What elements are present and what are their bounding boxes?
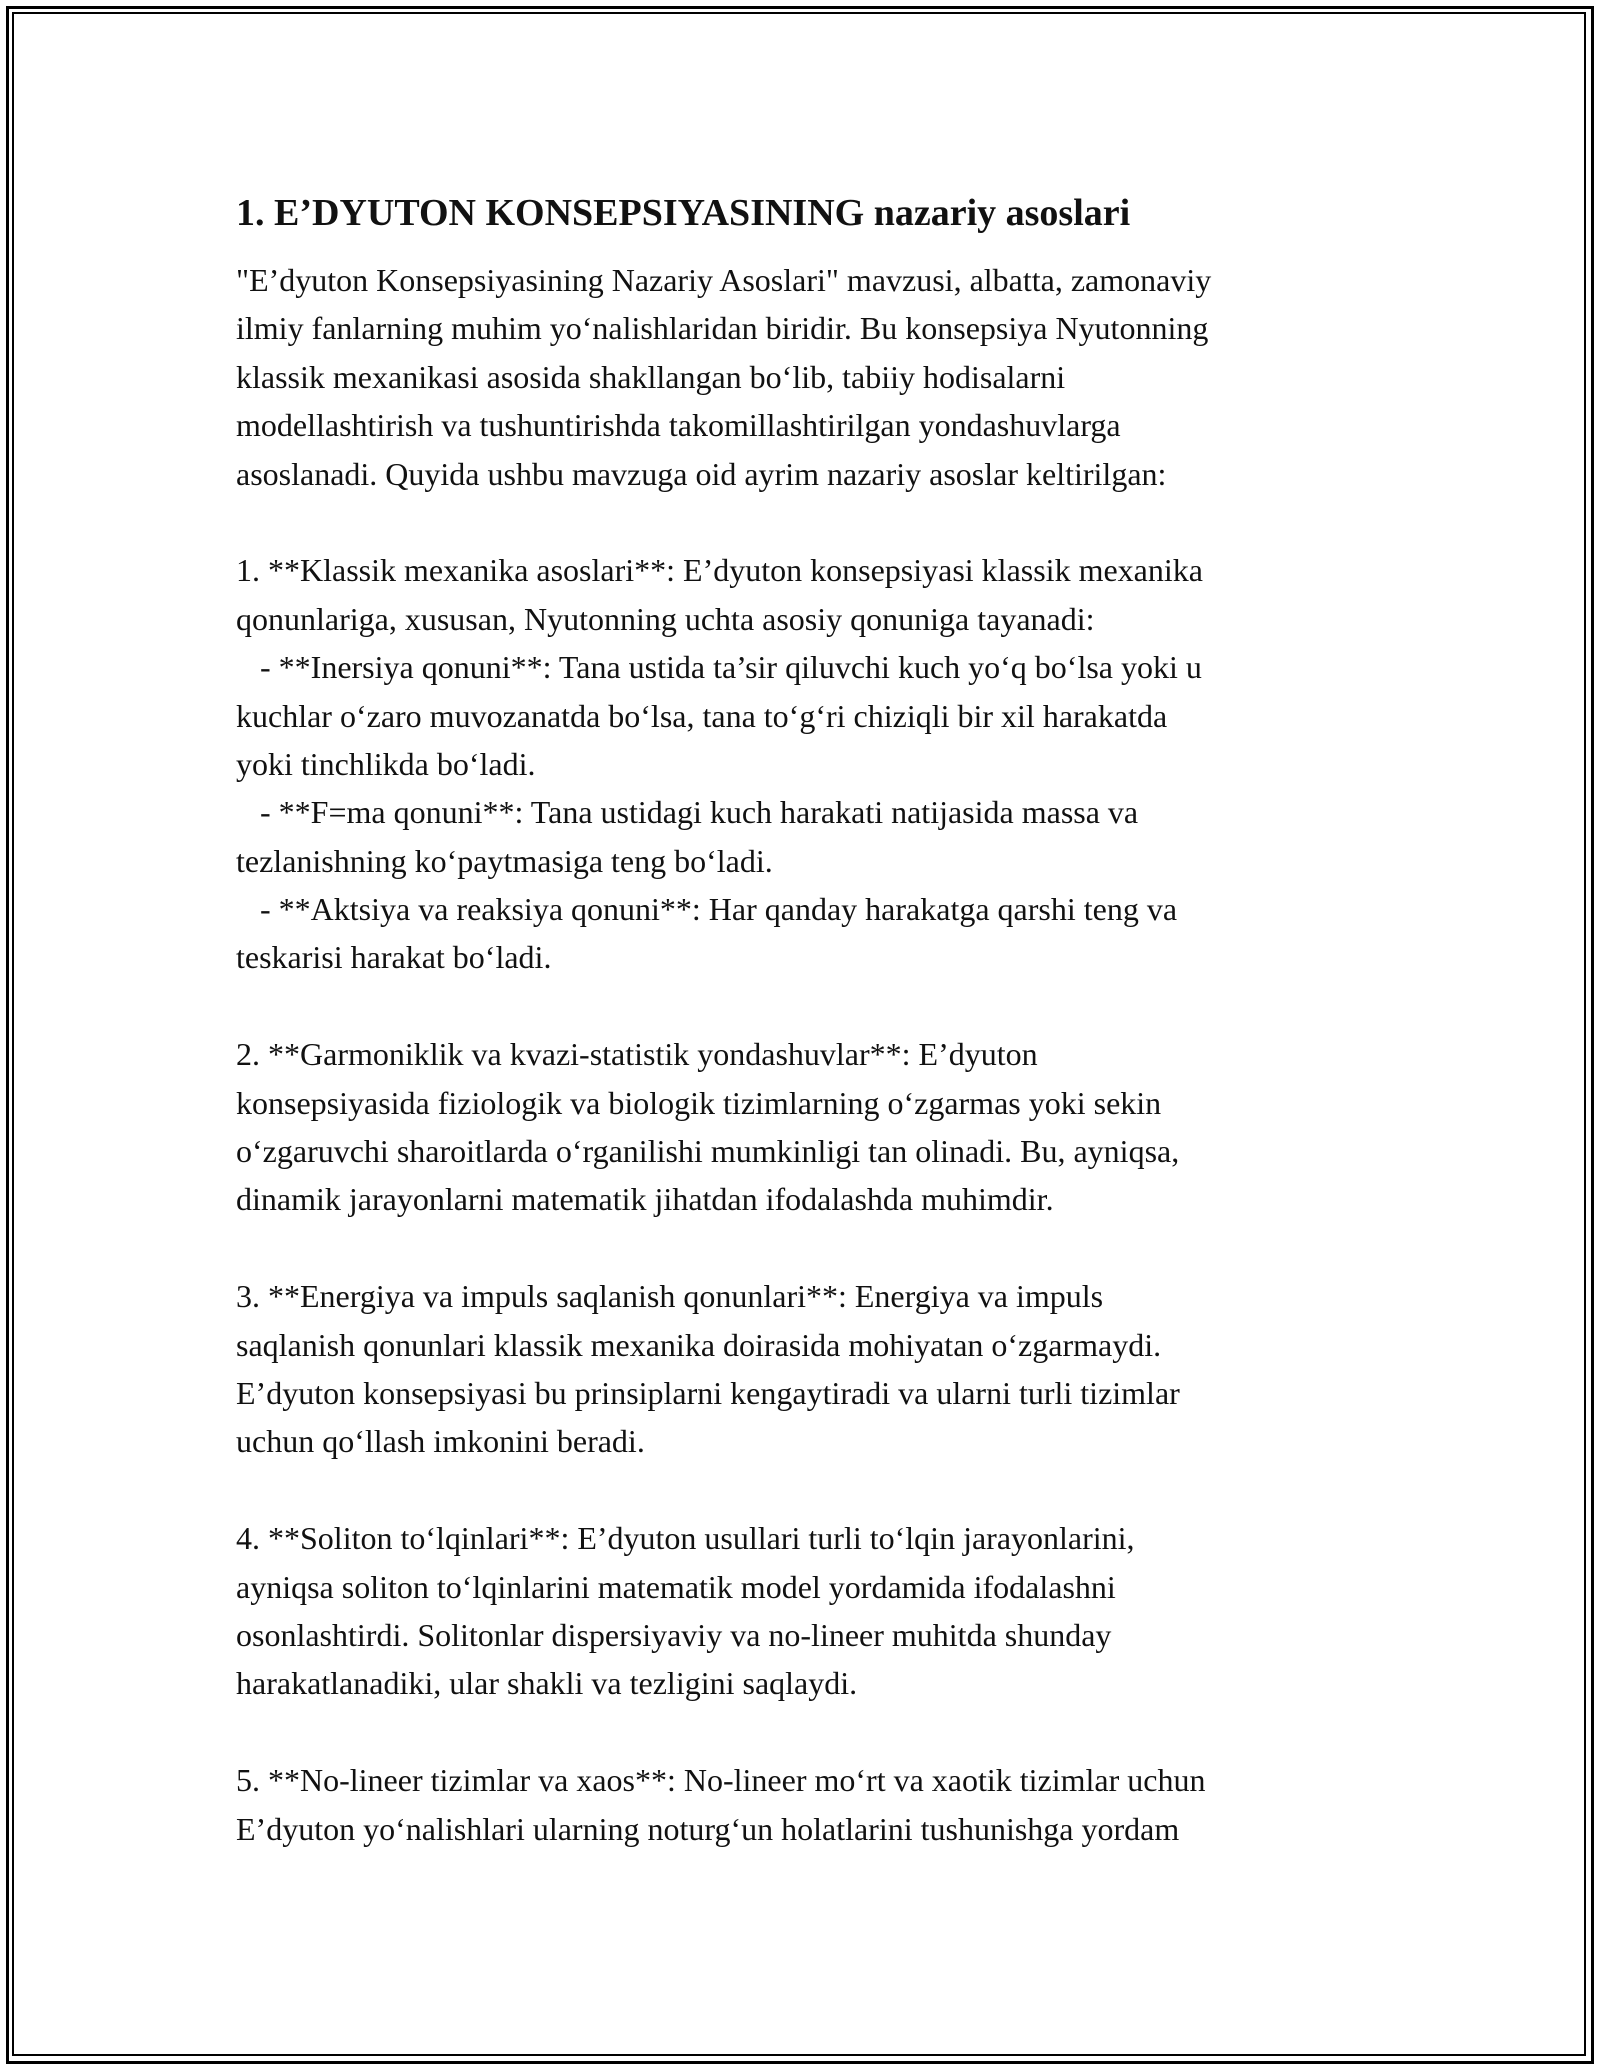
blank-line bbox=[236, 982, 1376, 1030]
blank-line bbox=[236, 1466, 1376, 1514]
text-line: ayniqsa soliton to‘lqinlarini matematik model yordamida ifodalashni bbox=[236, 1568, 1116, 1605]
document-page bbox=[236, 184, 1376, 1853]
blank-line bbox=[236, 1708, 1376, 1756]
document-body bbox=[236, 256, 1376, 1853]
blank-line bbox=[236, 1224, 1376, 1272]
text-line: harakatlanadiki, ular shakli va tezligini saqlaydi. bbox=[236, 1665, 858, 1702]
text-line: 3. **Energiya va impuls saqlanish qonunlari**: Energiya va impuls bbox=[236, 1278, 1104, 1315]
text-line: o‘zgaruvchi sharoitlarda o‘rganilishi mumkinligi tan olinadi. Bu, ayniqsa, bbox=[236, 1133, 1180, 1170]
text-line: - **Inersiya qonuni**: Tana ustida ta’sir qiluvchi kuch yo‘q bo‘lsa yoki u bbox=[236, 649, 1202, 686]
text-line: osonlashtirdi. Solitonlar dispersiyaviy va no-lineer muhitda shunday bbox=[236, 1616, 1112, 1653]
text-line: saqlanish qonunlari klassik mexanika doirasida mohiyatan o‘zgarmaydi. bbox=[236, 1326, 1162, 1363]
text-line: uchun qo‘llash imkonini beradi. bbox=[236, 1423, 645, 1460]
text-line: - **F=ma qonuni**: Tana ustidagi kuch harakati natijasida massa va bbox=[236, 794, 1139, 831]
text-line: asoslanadi. Quyida ushbu mavzuga oid ayrim nazariy asoslar keltirilgan: bbox=[236, 455, 1167, 492]
text-line: konsepsiyasida fiziologik va biologik tizimlarning o‘zgarmas yoki sekin bbox=[236, 1084, 1162, 1121]
text-line: yoki tinchlikda bo‘ladi. bbox=[236, 745, 536, 782]
text-line: 1. **Klassik mexanika asoslari**: E’dyuton konsepsiyasi klassik mexanika bbox=[236, 552, 1203, 589]
blank-line bbox=[236, 498, 1376, 546]
text-line: 4. **Soliton to‘lqinlari**: E’dyuton usullari turli to‘lqin jarayonlarini, bbox=[236, 1520, 1135, 1557]
text-line: E’dyuton konsepsiyasi bu prinsiplarni kengaytiradi va ularni turli tizimlar bbox=[236, 1374, 1180, 1411]
text-line: tezlanishning ko‘paytmasiga teng bo‘ladi. bbox=[236, 842, 773, 879]
text-line: E’dyuton yo‘nalishlari ularning noturg‘un holatlarini tushunishga yordam bbox=[236, 1810, 1180, 1847]
text-line: qonunlariga, xususan, Nyutonning uchta asosiy qonuniga tayanadi: bbox=[236, 600, 1095, 637]
text-line: - **Aktsiya va reaksiya qonuni**: Har qanday harakatga qarshi teng va bbox=[236, 891, 1178, 928]
document-title: 1. E’DYUTON KONSEPSIYASINING nazariy asoslari bbox=[236, 192, 1131, 234]
text-line: 2. **Garmoniklik va kvazi-statistik yondashuvlar**: E’dyuton bbox=[236, 1036, 1038, 1073]
text-line: klassik mexanikasi asosida shakllangan bo‘lib, tabiiy hodisalarni bbox=[236, 358, 1066, 395]
text-line: "E’dyuton Konsepsiyasining Nazariy Asoslari" mavzusi, albatta, zamonaviy bbox=[236, 262, 1212, 298]
text-line: 5. **No-lineer tizimlar va xaos**: No-lineer mo‘rt va xaotik tizimlar uchun bbox=[236, 1762, 1206, 1799]
text-line: teskarisi harakat bo‘ladi. bbox=[236, 939, 552, 976]
text-line: kuchlar o‘zaro muvozanatda bo‘lsa, tana to‘g‘ri chiziqli bir xil harakatda bbox=[236, 697, 1168, 734]
text-line: modellashtirish va tushuntirishda takomillashtirilgan yondashuvlarga bbox=[236, 407, 1121, 444]
text-line: ilmiy fanlarning muhim yo‘nalishlaridan biridir. Bu konsepsiya Nyutonning bbox=[236, 310, 1209, 347]
text-line: dinamik jarayonlarni matematik jihatdan ifodalashda muhimdir. bbox=[236, 1181, 1054, 1218]
